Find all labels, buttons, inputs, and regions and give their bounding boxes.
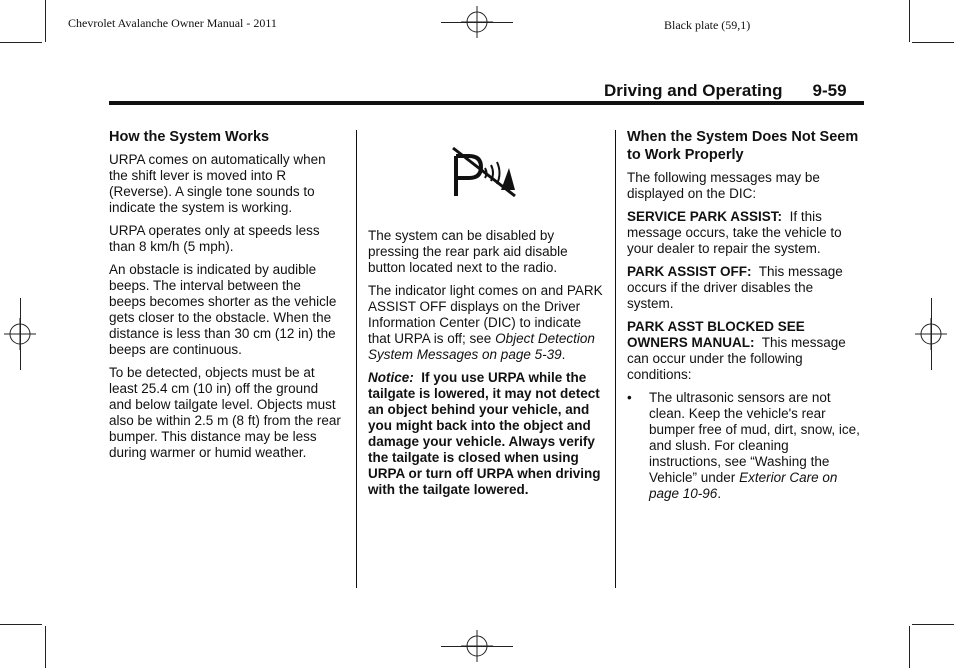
notice [368,370,606,498]
crop-mark [45,0,46,42]
registration-line [441,646,513,647]
paragraph: URPA comes on automatically when the shift lever is moved into R (Reverse). A single tone sounds to indicate the system is working. [109,152,326,215]
column-left [109,128,341,468]
paragraph: The following messages may be displayed on the DIC: [627,170,820,201]
manual-title: Chevrolet Avalanche Owner Manual - 2011 [68,16,277,30]
registration-line [20,298,21,370]
message-park-assist-off: PARK ASSIST OFF: This message occurs if the driver disables the system. [627,264,843,311]
heading-how-system-works: How the System Works [109,129,270,145]
plate-label: Black plate (59,1) [664,18,751,32]
message-park-asst-blocked: PARK ASST BLOCKED SEE OWNERS MANUAL: This message can occur under the following conditions: [627,319,846,382]
message-label: PARK ASST BLOCKED SEE OWNERS MANUAL: [627,319,805,350]
header-rule [109,101,864,105]
cross-reference-link[interactable]: Exterior Care on page 10-96 [649,470,838,501]
registration-line [441,22,513,23]
message-service-park-assist: SERVICE PARK ASSIST: If this message occurs, take the vehicle to your dealer to repair the system. [627,209,842,256]
cross-reference-link[interactable]: Object Detection System Messages on page 5-39 [368,331,595,362]
paragraph: An obstacle is indicated by audible beeps. The interval between the beeps becomes shorter as the vehicle gets closer to the obstacle. When the distance is less than 30 cm (12 in) the beeps are continuous. [109,262,337,357]
paragraph: URPA operates only at speeds less than 8 km/h (5 mph). [109,223,320,254]
crop-mark [45,626,46,668]
list-item: • The ultrasonic sensors are not clean. Keep the vehicle's rear bumper free of mud, dirt, snow, ice, and slush. For cleaning instructions, see “Washing the Vehicle” under Exterior Care on page 10-96. [627,390,860,501]
page-number: 9-59 [812,81,847,100]
message-label: SERVICE PARK ASSIST: [627,209,783,224]
paragraph: The system can be disabled by pressing the rear park aid disable button located next to the radio. [368,228,568,275]
notice-label: Notice: [368,370,414,385]
notice-text: If you use URPA while the tailgate is lowered, it may not detect an object behind your vehicle, and you might back into the object and damage your vehicle. Always verify the tailgate is closed when using URPA or turn off URPA when driving with the tailgate lowered. [368,370,601,497]
column-right [627,128,863,502]
column-middle [368,128,606,505]
section-title: Driving and Operating [604,81,783,100]
paragraph: To be detected, objects must be at least 25.4 cm (10 in) off the ground and below tailgate level. Objects must also be within 2.5 m (8 ft) from the rear bumper. This distance may be less during warmer or humid weather. [109,365,341,460]
crop-mark [912,624,954,625]
page-header [604,81,847,101]
icon-container [368,128,606,228]
crop-mark [909,0,910,42]
crop-mark [0,624,42,625]
rear-park-assist-icon [447,146,519,200]
crop-mark [0,42,42,43]
crop-mark [912,42,954,43]
registration-line [931,298,932,370]
column-divider [615,130,616,588]
column-divider [356,130,357,588]
message-label: PARK ASSIST OFF: [627,264,752,279]
heading-system-not-working: When the System Does Not Seem to Work Properly [627,129,859,163]
crop-mark [909,626,910,668]
bullet-icon: • [627,390,632,405]
paragraph-indicator: The indicator light comes on and PARK ASSIST OFF displays on the Driver Information Center (DIC) to indicate that URPA is off; see Object Detection System Messages on page 5-39. [368,283,603,362]
